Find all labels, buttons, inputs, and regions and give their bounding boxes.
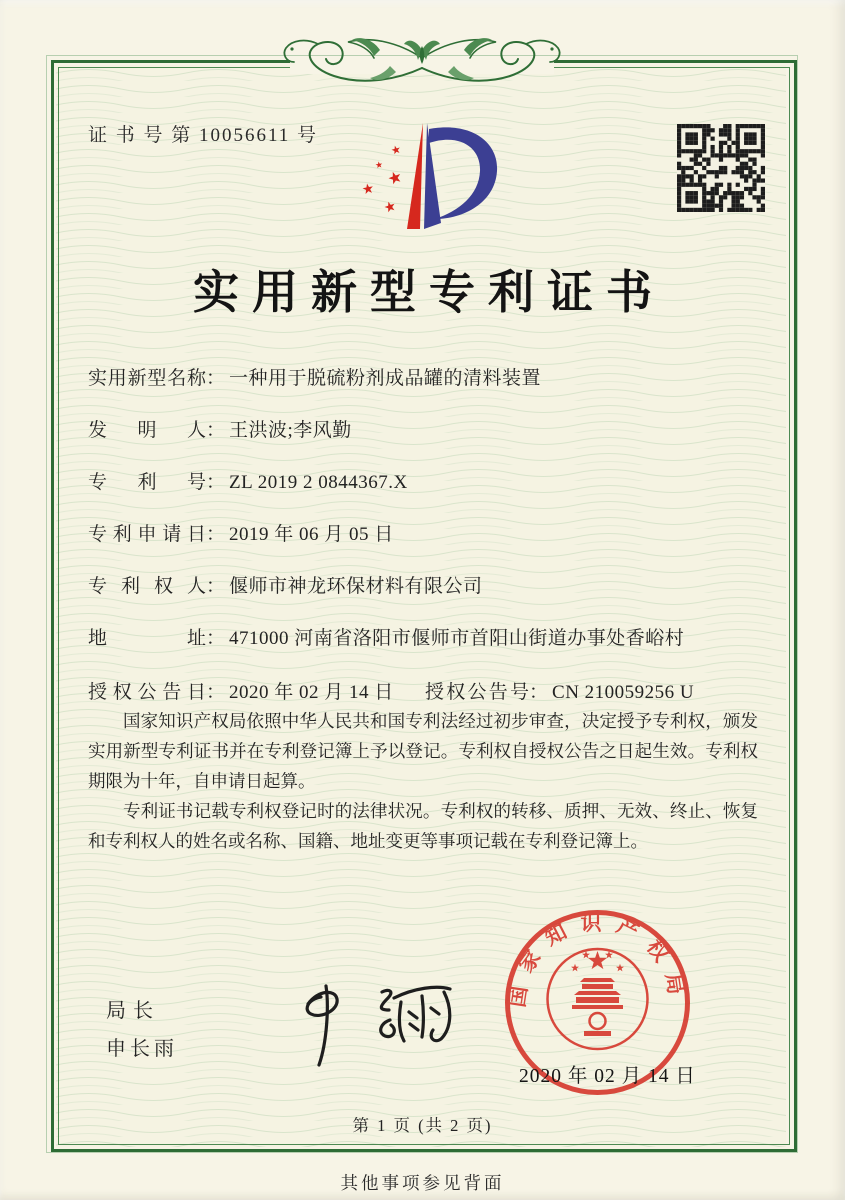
- grant-date-value: 2020 年 02 月 14 日: [229, 682, 394, 703]
- field-row-inventor: [88, 418, 352, 444]
- field-label: 专利权人: [88, 576, 206, 597]
- seal-text: 国家知识产权局: [505, 911, 691, 1009]
- national-emblem: [548, 949, 648, 1049]
- field-row-address: [88, 626, 684, 652]
- field-row-filing-date: [88, 522, 394, 548]
- field-value: 2019 年 06 月 05 日: [229, 524, 394, 545]
- field-label: 发明人: [88, 420, 206, 441]
- field-value: 偃师市神龙环保材料有限公司: [229, 576, 483, 597]
- certificate-number: 证 书 号 第 10056611 号: [88, 125, 319, 146]
- field-value: ZL 2019 2 0844367.X: [229, 472, 408, 493]
- field-colon: ：: [206, 368, 226, 389]
- field-label: 地址: [88, 628, 206, 649]
- cnipa-patent-logo-icon: [337, 117, 507, 235]
- field-colon: ：: [529, 682, 549, 703]
- field-row-patentee: [88, 574, 483, 600]
- field-colon: ：: [206, 524, 226, 545]
- grant-number-value: CN 210059256 U: [552, 682, 695, 703]
- field-value: 471000 河南省洛阳市偃师市首阳山街道办事处香峪村: [229, 628, 685, 649]
- legal-paragraph-2: 专利证书记载专利权登记时的法律状况。专利权的转移、质押、无效、终止、恢复和专利权人的姓名或名称、国籍、地址变更等事项记载在专利登记簿上。: [88, 801, 758, 851]
- grant-date-label: 授权公告日: [88, 682, 206, 703]
- field-value: 一种用于脱硫粉剂成品罐的清料装置: [229, 368, 542, 389]
- field-value: 王洪波;李风勤: [229, 420, 352, 441]
- field-colon: ：: [206, 472, 226, 493]
- field-row-name: [88, 366, 541, 392]
- back-note: 其他事项参见背面: [340, 1173, 505, 1193]
- floral-scroll-ornament-icon: [262, 28, 582, 98]
- field-label: 专利申请日: [88, 524, 206, 545]
- handwritten-signature-icon: [222, 962, 462, 1072]
- field-row-grant: [88, 680, 760, 706]
- grant-number-pair: [425, 680, 694, 706]
- field-colon: ：: [206, 682, 226, 703]
- legal-text-section: [88, 706, 758, 856]
- field-colon: ：: [206, 420, 226, 441]
- signer-name: 申长雨: [106, 1038, 178, 1060]
- field-colon: ：: [206, 576, 226, 597]
- field-colon: ：: [206, 628, 226, 649]
- signer-title: 局长: [106, 1000, 160, 1022]
- legal-paragraph-1: 国家知识产权局依照中华人民共和国专利法经过初步审查，决定授予专利权，颁发实用新型专利证书并在专利登记簿上予以登记。专利权自授权公告之日起生效。专利权期限为十年，自申请日起算。: [88, 711, 758, 791]
- field-label: 实用新型名称: [88, 368, 206, 389]
- page-number: 第 1 页 (共 2 页): [352, 1116, 493, 1135]
- field-row-patent-no: [88, 470, 408, 496]
- certificate-title: 实用新型专利证书: [193, 267, 665, 318]
- field-label: 专利号: [88, 472, 206, 493]
- seal-date: 2020 年 02 月 14 日: [519, 1066, 696, 1087]
- grant-number-label: 授权公告号: [425, 682, 529, 703]
- qr-code-icon: [677, 124, 765, 212]
